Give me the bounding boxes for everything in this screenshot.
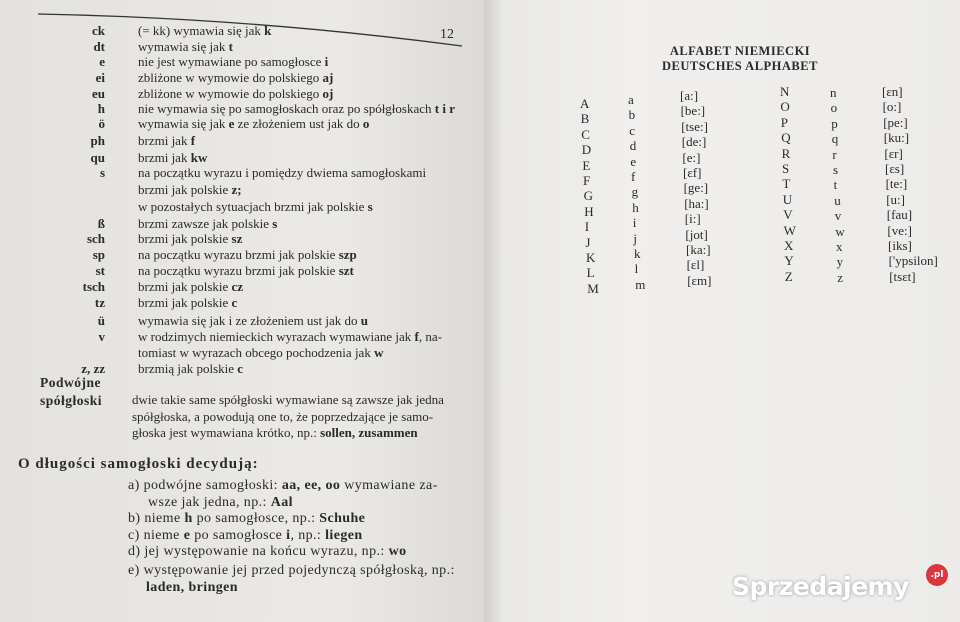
text-segment: , na- xyxy=(418,329,442,344)
double-consonants-line xyxy=(132,393,444,407)
text-segment: brzmi jak polskie xyxy=(138,182,232,197)
entry-key: dt xyxy=(93,39,105,54)
pronunciation: [fau] xyxy=(886,207,913,223)
bold-text: s xyxy=(272,216,278,231)
lowercase-letter: c xyxy=(629,122,635,138)
uppercase-letter: O xyxy=(780,99,790,115)
lowercase-letter: z xyxy=(837,269,843,285)
entry-key: tz xyxy=(94,295,105,310)
lowercase-letter: p xyxy=(831,115,838,131)
bold-text: aa, ee, oo xyxy=(281,478,341,493)
uppercase-letter: V xyxy=(783,207,793,223)
vowel-length-item xyxy=(128,528,363,543)
vowel-length-item xyxy=(128,563,455,578)
text-segment: na początku wyrazu brzmi jak polskie xyxy=(138,263,339,278)
bold-text: kw xyxy=(190,150,208,165)
entry-description xyxy=(138,87,333,101)
lowercase-letter: l xyxy=(634,261,639,277)
entry-description xyxy=(138,314,368,328)
pronunciation: [ɛl] xyxy=(686,257,705,273)
alphabet-title-german: DEUTSCHES ALPHABET xyxy=(662,59,818,73)
text-segment: ze złożeniem ust jak do xyxy=(234,116,363,131)
bold-text: s xyxy=(367,199,373,214)
uppercase-letter: D xyxy=(581,142,592,158)
pronunciation: [ha:] xyxy=(684,195,709,211)
bold-text: liegen xyxy=(325,528,363,543)
text-segment: wymawia się jak xyxy=(138,116,229,131)
uppercase-letter: Z xyxy=(784,268,793,284)
lowercase-letter: x xyxy=(836,239,843,254)
entry-description xyxy=(138,117,369,131)
bold-text: e xyxy=(228,116,235,131)
lowercase-letter: f xyxy=(631,169,636,184)
pronunciation: [te:] xyxy=(885,176,908,192)
bold-text: wo xyxy=(388,544,407,559)
bold-text: Aal xyxy=(270,495,293,510)
vowel-length-item xyxy=(148,495,293,510)
entry-key: ö xyxy=(98,116,105,131)
pronunciation: [ve:] xyxy=(887,222,912,238)
watermark-logo: Sprzedajemy xyxy=(732,572,909,601)
lowercase-letter: n xyxy=(830,85,837,100)
pronunciation: [tse:] xyxy=(681,118,708,134)
entry-key: sch xyxy=(86,231,105,246)
text-segment: a) podwójne samogłoski: xyxy=(128,478,282,493)
uppercase-letter: X xyxy=(784,238,794,253)
pronunciation: [a:] xyxy=(680,88,699,103)
entry-key: st xyxy=(95,263,105,278)
entry-key: tsch xyxy=(82,279,105,294)
entry-key: e xyxy=(99,54,105,69)
vowel-length-heading: O długości samogłoski decydują: xyxy=(18,456,259,472)
uppercase-letter: W xyxy=(783,222,796,238)
watermark-badge: .pl xyxy=(926,564,948,586)
text-segment: d) jej występowanie na końcu wyrazu, np.: xyxy=(128,544,389,559)
lowercase-letter: d xyxy=(629,138,637,154)
text-segment: , np.: xyxy=(290,528,326,543)
pronunciation: [ɛs] xyxy=(885,161,905,176)
uppercase-letter: H xyxy=(584,203,594,219)
lowercase-letter: t xyxy=(833,177,838,193)
pronunciation: [pe:] xyxy=(883,114,908,130)
entry-description xyxy=(138,248,357,262)
pronunciation: [e:] xyxy=(682,149,701,165)
bold-text: k xyxy=(264,23,272,38)
bold-text: w xyxy=(374,345,384,360)
pronunciation: [jot] xyxy=(685,226,708,242)
entry-key: s xyxy=(99,165,105,180)
text-segment: na początku wyrazu brzmi jak polskie xyxy=(138,247,339,262)
page-number: 12 xyxy=(440,27,454,42)
pronunciation: [be:] xyxy=(680,103,706,119)
entry-description xyxy=(138,102,455,116)
text-segment: e) występowanie jej przed pojedynczą spółgłoską, np.: xyxy=(128,563,455,578)
entry-description xyxy=(138,330,442,344)
entry-description xyxy=(138,24,271,38)
bold-text: sollen, zusammen xyxy=(320,425,418,440)
entry-description xyxy=(138,151,207,165)
entry-key: ü xyxy=(97,313,105,328)
vowel-length-item xyxy=(128,511,365,526)
lowercase-letter: b xyxy=(628,107,636,123)
entry-key: ph xyxy=(90,133,105,148)
pronunciation: [ge:] xyxy=(683,180,709,196)
text-segment: nie jest wymawiane po samogłosce xyxy=(138,54,325,69)
entry-description xyxy=(138,280,243,294)
entry-key: eu xyxy=(92,86,105,101)
vowel-length-item xyxy=(128,478,438,493)
text-segment: dwie takie same spółgłoski wymawiane są zawsze jak jedna xyxy=(132,392,444,407)
uppercase-letter: S xyxy=(782,161,790,176)
pronunciation: [ku:] xyxy=(883,130,910,146)
uppercase-letter: I xyxy=(584,219,590,235)
double-consonants-label-1: Podwójne xyxy=(40,375,101,390)
uppercase-letter: T xyxy=(782,176,791,192)
bold-text: cz xyxy=(231,279,244,294)
entry-description xyxy=(138,134,195,148)
lowercase-letter: g xyxy=(631,184,639,200)
entry-key: ß xyxy=(97,216,105,231)
text-segment: tomiast w wyrazach obcego pochodzenia jak xyxy=(138,345,375,360)
bold-text: i xyxy=(324,54,329,69)
bold-text: z; xyxy=(231,182,242,197)
vowel-length-item xyxy=(128,544,406,559)
text-segment: brzmią jak polskie xyxy=(138,361,238,376)
uppercase-letter: L xyxy=(586,265,595,281)
pronunciation: [ɛf] xyxy=(683,165,702,180)
pronunciation: [i:] xyxy=(684,211,701,227)
lowercase-letter: y xyxy=(836,254,844,270)
text-segment: na początku wyrazu i pomiędzy dwiema samogłoskami xyxy=(138,165,427,180)
text-segment: wsze jak jedna, np.: xyxy=(148,495,271,510)
pronunciation: ['ypsilon] xyxy=(888,253,938,269)
entry-key: h xyxy=(97,101,105,116)
text-segment: zbliżone w wymowie do polskiego xyxy=(138,86,323,101)
entry-key: ei xyxy=(95,70,105,85)
uppercase-letter: G xyxy=(583,188,593,204)
entry-key: ck xyxy=(92,23,105,38)
right-page xyxy=(484,0,960,622)
pronunciation: [iks] xyxy=(888,238,912,253)
text-segment: brzmi jak polskie xyxy=(138,295,232,310)
text-segment: spółgłoska, a powodują one to, że poprzedzające je samo- xyxy=(132,409,434,424)
vowel-length-item xyxy=(146,580,238,595)
text-segment: (= kk) wymawia się jak xyxy=(138,23,265,38)
uppercase-letter: R xyxy=(781,145,791,161)
bold-text: szp xyxy=(338,247,357,262)
entry-description xyxy=(138,200,373,214)
pronunciation: [ka:] xyxy=(686,242,711,257)
text-segment: zbliżone w wymowie do polskiego xyxy=(138,70,323,85)
bold-text: o xyxy=(362,116,370,131)
pronunciation: [de:] xyxy=(681,134,707,150)
alphabet-title-polish: ALFABET NIEMIECKI xyxy=(669,44,811,58)
uppercase-letter: F xyxy=(583,173,591,188)
bold-text: c xyxy=(237,361,244,376)
entry-description xyxy=(138,217,277,231)
bold-text: szt xyxy=(338,263,354,278)
lowercase-letter: a xyxy=(628,92,634,107)
uppercase-letter: Q xyxy=(781,130,791,146)
text-segment: po samogłosce xyxy=(190,528,287,543)
lowercase-letter: e xyxy=(630,153,637,169)
uppercase-letter: Y xyxy=(784,253,794,269)
bold-text: sz xyxy=(231,231,243,246)
lowercase-letter: m xyxy=(635,276,646,292)
uppercase-letter: U xyxy=(782,191,793,207)
lowercase-letter: o xyxy=(830,100,838,116)
entry-key: z, zz xyxy=(81,361,105,376)
text-segment: brzmi jak polskie xyxy=(138,279,232,294)
uppercase-letter: M xyxy=(587,280,599,296)
text-segment: w rodzimych niemieckich wyrazach wymawiane jak xyxy=(138,329,415,344)
text-segment: b) nieme xyxy=(128,511,185,526)
bold-text: u xyxy=(360,313,368,328)
uppercase-letter: J xyxy=(585,234,591,250)
double-consonants-line xyxy=(132,426,418,440)
entry-description xyxy=(138,362,243,376)
bold-text: h xyxy=(184,511,193,526)
bold-text: aj xyxy=(322,70,334,85)
text-segment: brzmi zawsze jak polskie xyxy=(138,216,273,231)
lowercase-letter: q xyxy=(831,131,839,147)
text-segment: brzmi jak polskie xyxy=(138,231,232,246)
uppercase-letter: N xyxy=(780,84,790,99)
double-consonants-line xyxy=(132,410,433,424)
uppercase-letter: B xyxy=(580,111,590,127)
bold-text: t i r xyxy=(434,101,455,116)
bold-text: i xyxy=(286,528,291,543)
lowercase-letter: u xyxy=(834,192,841,208)
text-segment: nie wymawia się po samogłoskach oraz po spółgłoskach xyxy=(138,101,435,116)
text-segment: głoska jest wymawiana krótko, np.: xyxy=(132,425,321,440)
text-segment: wymawiane za- xyxy=(340,478,438,493)
pronunciation: [ɛn] xyxy=(882,84,903,99)
entry-description xyxy=(138,55,328,69)
text-segment: brzmi jak xyxy=(138,150,191,165)
text-segment: po samogłosce, np.: xyxy=(192,511,320,526)
pronunciation: [o:] xyxy=(882,99,902,115)
text-segment: c) nieme xyxy=(128,528,184,543)
lowercase-letter: h xyxy=(632,199,639,215)
bold-text: t xyxy=(228,39,233,54)
entry-description xyxy=(138,346,383,360)
entry-description xyxy=(138,40,233,54)
lowercase-letter: i xyxy=(632,215,637,231)
entry-key: qu xyxy=(90,150,105,165)
lowercase-letter: r xyxy=(832,146,837,162)
entry-description xyxy=(138,183,242,197)
uppercase-letter: A xyxy=(580,96,590,111)
pronunciation: [ɛr] xyxy=(884,145,903,161)
pronunciation: [tsɛt] xyxy=(889,268,916,284)
lowercase-letter: w xyxy=(835,223,845,239)
lowercase-letter: s xyxy=(833,162,839,177)
entry-key: sp xyxy=(92,247,105,262)
uppercase-letter: P xyxy=(780,114,789,130)
uppercase-letter: E xyxy=(582,157,591,173)
text-segment: brzmi jak xyxy=(138,133,191,148)
lowercase-letter: k xyxy=(634,246,641,261)
bold-text: oj xyxy=(322,86,334,101)
entry-description xyxy=(138,71,333,85)
double-consonants-label-2: spółgłoski xyxy=(40,393,103,408)
entry-description xyxy=(138,166,426,180)
entry-key: v xyxy=(98,329,105,344)
pronunciation: [ɛm] xyxy=(687,272,712,288)
bold-text: laden, bringen xyxy=(146,580,238,595)
lowercase-letter: v xyxy=(834,208,842,224)
bold-text: f xyxy=(190,133,196,148)
lowercase-letter: j xyxy=(633,230,638,246)
bold-text: f xyxy=(414,329,419,344)
text-segment: w pozostałych sytuacjach brzmi jak polskie xyxy=(138,199,368,214)
uppercase-letter: C xyxy=(581,126,590,142)
text-segment: wymawia się jak xyxy=(138,39,229,54)
pronunciation: [u:] xyxy=(886,191,905,207)
text-segment: wymawia się jak i ze złożeniem ust jak do xyxy=(138,313,361,328)
bold-text: Schuhe xyxy=(319,511,366,526)
entry-description xyxy=(138,264,354,278)
bold-text: c xyxy=(231,295,238,310)
uppercase-letter: K xyxy=(586,250,596,265)
bold-text: e xyxy=(183,528,191,543)
entry-description xyxy=(138,296,237,310)
entry-description xyxy=(138,232,242,246)
